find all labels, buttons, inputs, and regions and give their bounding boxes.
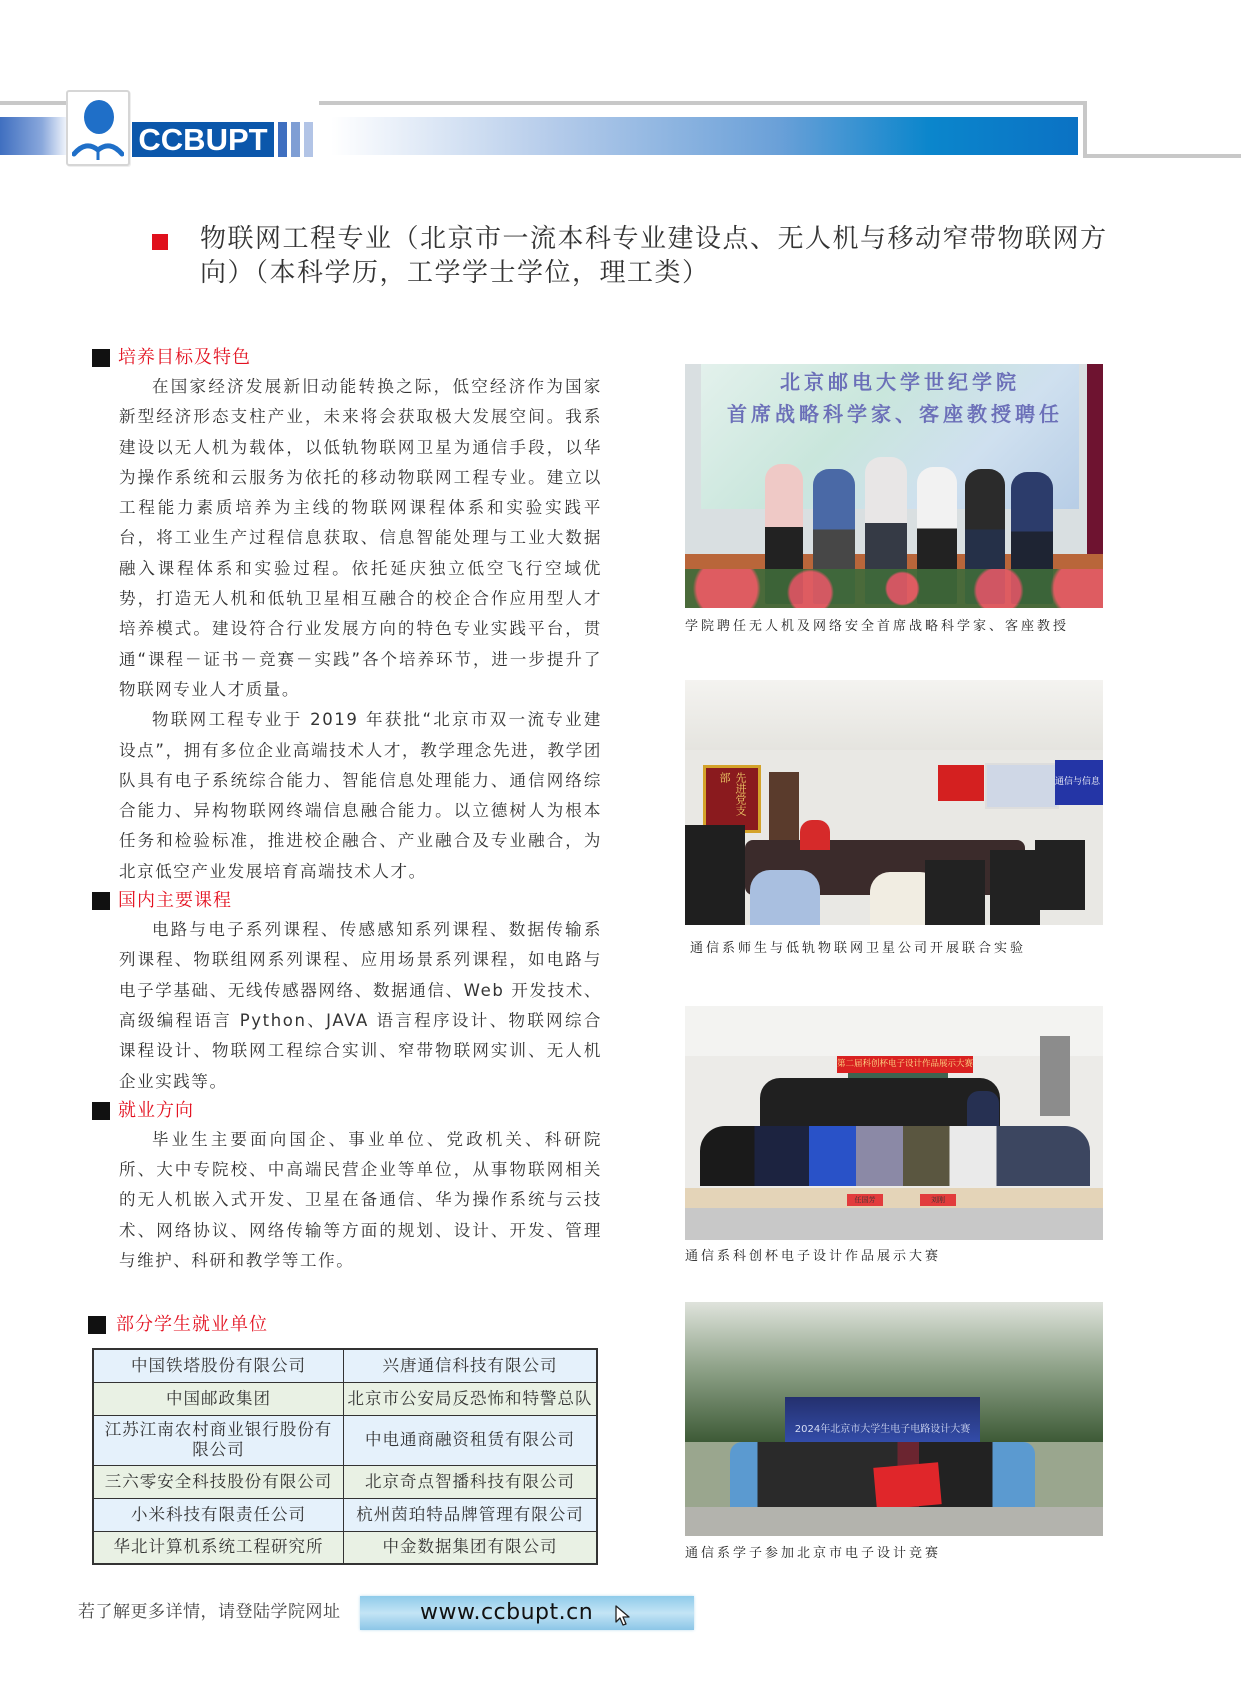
section-heading-courses: 国内主要课程 bbox=[92, 887, 602, 915]
employers-table bbox=[92, 1348, 598, 1565]
photo-design-competition bbox=[685, 1006, 1103, 1240]
school-flag bbox=[873, 1462, 941, 1510]
photo-beijing-contest bbox=[685, 1302, 1103, 1536]
screen-title-line1: 北京邮电大学世纪学院 bbox=[780, 370, 1020, 394]
paragraph-careers: 毕业生主要面向国企、事业单位、党政机关、科研院所、大中专院校、中高端民营企业等单位，从事物联网相关的无人机嵌入式开发、卫星在备通信、华为操作系统与云技术、网络协议、网络传输等方面的规划、设计、开发、管理与维护、科研和教学等工作。 bbox=[119, 1129, 602, 1271]
table-cell: 三六零安全科技股份有限公司 bbox=[93, 1465, 344, 1498]
table-cell: 北京奇点智播科技有限公司 bbox=[344, 1465, 598, 1498]
desk-front bbox=[685, 1208, 1103, 1240]
event-banner: 第二届科创杯电子设计作品展示大赛 bbox=[837, 1056, 973, 1073]
website-link[interactable] bbox=[360, 1596, 694, 1630]
photo-caption: 通信系科创杯电子设计作品展示大赛 bbox=[685, 1249, 942, 1264]
party-flag bbox=[938, 765, 984, 801]
photo-caption: 学院聘任无人机及网络安全首席战略科学家、客座教授 bbox=[685, 619, 1070, 634]
paragraph-goals-2: 物联网工程专业于 2019 年获批“北京市双一流专业建设点”，拥有多位企业高端技术人才，教学理念先进，教学团队具有电子系统综合能力、智能信息处理能力、通信网络综合能力、异构物联网终端信息融合能力。以立德树人为根本任务和检验标准，推进校企融合、产业融合及专业融合，为北京低空产业发展培育高端技术人才。 bbox=[119, 710, 602, 881]
header-rule-vertical bbox=[1083, 101, 1087, 157]
table-cell: 北京市公安局反恐怖和特警总队 bbox=[344, 1382, 598, 1415]
bullet-square-icon bbox=[92, 892, 110, 910]
photo-joint-experiment bbox=[685, 680, 1103, 925]
photo-appointment-ceremony bbox=[685, 364, 1103, 608]
brand-stripe bbox=[291, 122, 300, 157]
paragraph-courses: 电路与电子系列课程、传感感知系列课程、数据传输系列课程、物联组网系列课程、应用场景系列课程，如电路与电子学基础、无线传感器网络、数据通信、Web 开发技术、高级编程语言 Python、JAVA 语言程序设计、物联网综合课程设计、物联网工程综合实训、窄带物联网实训、无人机企业实践等。 bbox=[119, 920, 602, 1091]
brand-wordmark: CCBUPT bbox=[132, 122, 274, 157]
front-row-guests bbox=[700, 1126, 1090, 1186]
header-gradient-bar-left bbox=[0, 117, 70, 155]
program-description bbox=[92, 344, 602, 1276]
table-cell: 中金数据集团有限公司 bbox=[344, 1531, 598, 1564]
event-backdrop: 2024年北京市大学生电子电路设计大赛 bbox=[785, 1397, 980, 1452]
table-row bbox=[93, 1531, 597, 1564]
person bbox=[800, 820, 830, 850]
flowers bbox=[685, 569, 1103, 608]
section-heading-goals: 培养目标及特色 bbox=[92, 344, 602, 372]
person bbox=[750, 870, 820, 925]
table-cell: 中国邮政集团 bbox=[93, 1382, 344, 1415]
cursor-arrow-icon bbox=[614, 1604, 634, 1628]
footer-prompt: 若了解更多详情，请登陆学院网址 bbox=[78, 1602, 341, 1622]
table-cell: 兴唐通信科技有限公司 bbox=[344, 1349, 598, 1382]
section-heading-careers: 就业方向 bbox=[92, 1097, 602, 1125]
table-cell: 中国铁塔股份有限公司 bbox=[93, 1349, 344, 1382]
ceiling bbox=[685, 680, 1103, 750]
table-cell: 中电通商融资租赁有限公司 bbox=[344, 1415, 598, 1465]
table-row bbox=[93, 1349, 597, 1382]
brand-stripe bbox=[304, 122, 313, 157]
wall-sign: 通信与信息 bbox=[1055, 760, 1103, 805]
ccbupt-logo-icon bbox=[66, 90, 130, 166]
page-title: 物联网工程专业（北京市一流本科专业建设点、无人机与移动窄带物联网方向）（本科学历，工学学士学位，理工类） bbox=[200, 224, 1108, 288]
photo-caption: 通信系学子参加北京市电子设计竞赛 bbox=[685, 1546, 942, 1561]
section-heading-employers: 部分学生就业单位 bbox=[88, 1310, 598, 1340]
website-url[interactable]: www.ccbupt.cn bbox=[420, 1600, 594, 1625]
table-row bbox=[93, 1382, 597, 1415]
brand-stripe bbox=[278, 122, 287, 157]
bullet-square-icon bbox=[92, 349, 110, 367]
table-row bbox=[93, 1415, 597, 1465]
pavement bbox=[685, 1507, 1103, 1536]
header-gradient-bar-right bbox=[331, 117, 1078, 155]
chair bbox=[685, 825, 745, 925]
table-cell: 小米科技有限责任公司 bbox=[93, 1498, 344, 1531]
screen-title-line2: 首席战略科学家、客座教授聘任 bbox=[727, 402, 1063, 426]
paragraph-goals-1: 在国家经济发展新旧动能转换之际，低空经济作为国家新型经济形态支柱产业，未来将会获取极大发展空间。我系建设以无人机为载体，以低轨物联网卫星为通信手段，以华为操作系统和云服务为依托的移动物联网工程专业。建立以工程能力素质培养为主线的物联网课程体系和实验实践平台，将工业生产过程信息获取、信息智能处理与工业大数据融入课程体系和实验过程。依托延庆独立低空飞行空域优势，打造无人机和低轨卫星相互融合的校企合作应用型人才培养模式。建设符合行业发展方向的特色专业实践平台，贯通“课程－证书－竞赛－实践”各个培养环节，进一步提升了物联网专业人才质量。 bbox=[119, 377, 602, 699]
table-cell: 杭州茵珀特品牌管理有限公司 bbox=[344, 1498, 598, 1531]
chair bbox=[925, 860, 985, 925]
photo-caption: 通信系师生与低轨物联网卫星公司开展联合实验 bbox=[690, 941, 1027, 956]
header-rule-right bbox=[319, 101, 1084, 105]
curtain bbox=[1040, 1036, 1070, 1116]
table-cell: 华北计算机系统工程研究所 bbox=[93, 1531, 344, 1564]
table-row bbox=[93, 1465, 597, 1498]
bullet-square-icon bbox=[92, 1102, 110, 1120]
nameplate: 刘刚 bbox=[920, 1194, 956, 1206]
desk bbox=[685, 1188, 1103, 1208]
header-rule-tail bbox=[1083, 154, 1241, 158]
table-row bbox=[93, 1498, 597, 1531]
table-cell: 江苏江南农村商业银行股份有限公司 bbox=[93, 1415, 344, 1465]
chair bbox=[1035, 840, 1085, 910]
nameplate: 任国芳 bbox=[847, 1194, 883, 1206]
header-rule-left bbox=[0, 101, 66, 105]
pennant-banner: 先进党支部 bbox=[703, 765, 761, 833]
display-screen bbox=[985, 763, 1059, 809]
bullet-square-icon bbox=[88, 1316, 106, 1334]
title-marker-square bbox=[152, 234, 168, 250]
chair bbox=[990, 850, 1040, 925]
